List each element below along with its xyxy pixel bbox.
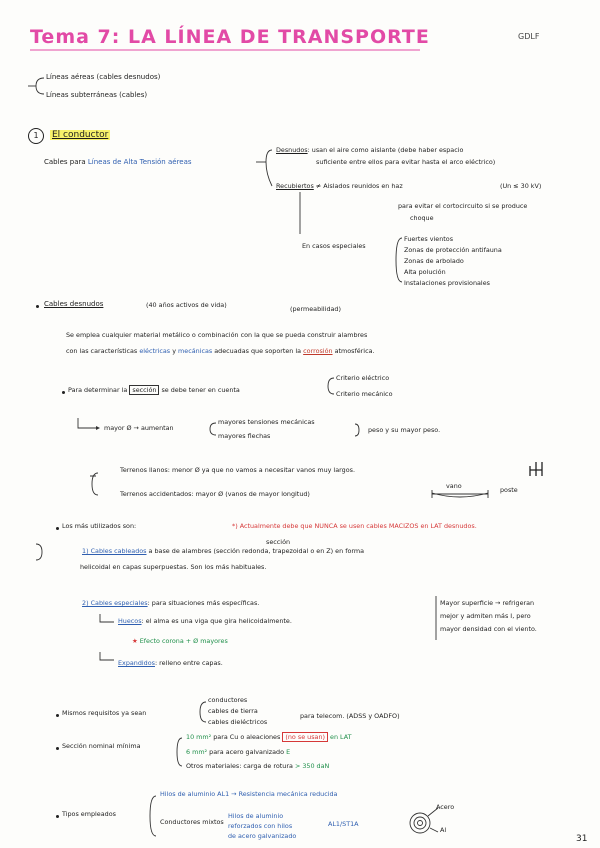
line2-g: atmosférica. (334, 347, 375, 355)
recubiertos-note1: para evitar el cortocircuito si se produce (398, 202, 528, 210)
c1-seccion: sección (266, 538, 291, 546)
hueco-star-text: Efecto corona + Ø mayores (139, 637, 228, 645)
terreno-llano: Terrenos llanos: menor Ø ya que no vamos a necesitar vanos muy largos. (120, 466, 355, 474)
bullet (62, 391, 65, 394)
seccion-minima-row3 (186, 762, 329, 770)
c2-text: : para situaciones más específicas. (147, 599, 260, 607)
c1-text: a base de alambres (sección redonda, trapezoidal o en Z) en forma (148, 547, 365, 555)
hueco-label: Huecos (118, 617, 142, 625)
desnudos-vida: (40 años activos de vida) (146, 301, 227, 309)
tipos-t2-a: Hilos de aluminio (228, 812, 284, 820)
page-title: Tema 7: LA LÍNEA DE TRANSPORTE (30, 26, 430, 48)
poste-label: poste (500, 486, 518, 494)
desnudos-line1 (276, 146, 463, 154)
intro-subterraneas: Líneas subterráneas (cables) (46, 91, 148, 99)
seccion-a: Para determinar la (68, 386, 128, 394)
seccion-minima-row2 (186, 748, 290, 756)
bullet (56, 815, 59, 818)
desnudos-line1: Se emplea cualquier material metálico o combinación con la que se pueda construir alambres (66, 331, 368, 339)
vano-label: vano (446, 482, 462, 490)
section-heading-text: El conductor (52, 130, 109, 140)
expandidos-line (118, 659, 223, 667)
c1-label: 1) Cables cableados (82, 547, 147, 555)
casos-item-3: Alta polución (404, 268, 446, 276)
tipos-label: Tipos empleados (62, 810, 116, 818)
line2-mecanicas: mecánicas (178, 347, 213, 355)
page-number: 31 (576, 834, 588, 844)
hueco-line (118, 617, 292, 625)
line2-a: con las características (66, 347, 138, 355)
line2-corrosion: corrosión (303, 347, 333, 355)
tipos-t2-label: Conductores mixtos (160, 818, 224, 826)
side-note-3: mayor densidad con el viento. (440, 625, 537, 633)
cables-para-prefix: Cables para (44, 158, 86, 166)
hueco-text: : el alma es una viga que gira helicoidalmente. (141, 617, 292, 625)
seccion-opt2: Criterio mecánico (336, 390, 393, 398)
line2-y: y (172, 347, 176, 355)
utilizados-note: *) Actualmente debe que NUNCA se usen cables MACIZOS en LAT desnudos. (232, 522, 477, 530)
r2-text: para acero galvanizado (209, 748, 285, 756)
c1-line2: helicoidal en capas superpuestas. Son los más habituales. (80, 563, 267, 571)
expandidos-text: : relleno entre capas. (154, 659, 223, 667)
utilizados-heading: Los más utilizados son: (62, 522, 137, 530)
bullet (36, 305, 39, 308)
desnudos-line2: suficiente entre ellos para evitar hasta el arco eléctrico) (316, 158, 496, 166)
seccion-minima-row1 (186, 733, 352, 741)
seccion-minima-label: Sección nominal mínima (62, 742, 141, 750)
cables-para-line (44, 158, 192, 167)
bullet (56, 714, 59, 717)
author-initials: GDLF (518, 32, 540, 41)
line2-electricas: eléctricas (139, 347, 171, 355)
desnudos-text1: : usan el aire como aislante (debe haber espacio (307, 146, 464, 154)
side-note-1: Mayor superficie → refrigeran (440, 599, 535, 607)
desnudos-heading-text: Cables desnudos (44, 300, 104, 308)
seccion-line (68, 386, 240, 394)
c1-line (82, 547, 364, 555)
mayor-line: mayor Ø → aumentan (104, 424, 174, 432)
mayor-peso: peso y su mayor peso. (368, 426, 441, 434)
r2-e: E (286, 748, 291, 756)
casos-item-0: Fuertes vientos (404, 235, 454, 243)
requisitos-opt1: conductores (208, 696, 248, 704)
casos-label: En casos especiales (302, 242, 366, 250)
acero-label: Acero (436, 803, 455, 811)
r3-text: Otros materiales: carga de rotura (186, 762, 293, 770)
r1-note: (no se usan) (282, 732, 328, 742)
line2-e: adecuadas que soporten la (214, 347, 302, 355)
section-heading (50, 130, 110, 140)
requisitos-opt2: cables de tierra (208, 707, 258, 715)
r1-tail: en LAT (330, 733, 352, 741)
bullet (56, 527, 59, 530)
tipos-t2-code: AL1/ST1A (328, 820, 359, 828)
al-label: Al (440, 826, 447, 834)
bullet (56, 747, 59, 750)
recubiertos-label: Recubiertos (276, 182, 314, 190)
casos-item-1: Zonas de protección antifauna (404, 246, 502, 254)
hueco-star: ★ Efecto corona + Ø mayores (132, 637, 228, 645)
requisitos-tail: para telecom. (ADSS y OADFO) (300, 712, 400, 720)
r3-val: > 350 daN (294, 762, 330, 770)
tipos-t1: Hilos de aluminio AL1 → Resistencia mecánica reducida (160, 790, 338, 798)
recubiertos-text: ≠ Aislados reunidos en haz (315, 182, 403, 190)
seccion-c: se debe tener en cuenta (161, 386, 240, 394)
side-note-2: mejor y admiten más I, pero (440, 612, 531, 620)
expandidos-label: Expandidos (118, 659, 155, 667)
tipos-t2-b: reforzados con hilos (228, 822, 293, 830)
tipos-t2-c: de acero galvanizado (228, 832, 297, 840)
recubiertos-line (276, 182, 403, 190)
terreno-accidentado: Terrenos accidentados: mayor Ø (vanos de mayor longitud) (120, 490, 310, 498)
mayor-opt1: mayores tensiones mecánicas (218, 418, 315, 426)
cables-para-blue: Líneas de Alta Tensión aéreas (87, 158, 192, 166)
intro-aereas: Líneas aéreas (cables desnudos) (46, 73, 161, 81)
c2-label: 2) Cables especiales (82, 599, 148, 607)
seccion-word: sección (129, 385, 159, 395)
recubiertos-un: (Un ≤ 30 kV) (500, 182, 542, 190)
desnudos-perm: (permeabilidad) (290, 305, 341, 313)
c2-line (82, 599, 259, 607)
section-number: 1 (28, 128, 44, 144)
desnudos-label: Desnudos (276, 146, 308, 154)
desnudos-line2 (66, 347, 375, 355)
requisitos-text: Mismos requisitos ya sean (62, 709, 147, 717)
r1-text: para Cu o aleaciones (213, 733, 281, 741)
seccion-opt1: Criterio eléctrico (336, 374, 390, 382)
casos-item-4: Instalaciones provisionales (404, 279, 490, 287)
desnudos-heading (44, 300, 103, 309)
requisitos-opt3: cables dieléctricos (208, 718, 268, 726)
casos-item-2: Zonas de arbolado (404, 257, 464, 265)
r1-val: 10 mm² (186, 733, 212, 741)
r2-val: 6 mm² (186, 748, 208, 756)
mayor-opt2: mayores flechas (218, 432, 271, 440)
recubiertos-note2: choque (410, 214, 434, 222)
